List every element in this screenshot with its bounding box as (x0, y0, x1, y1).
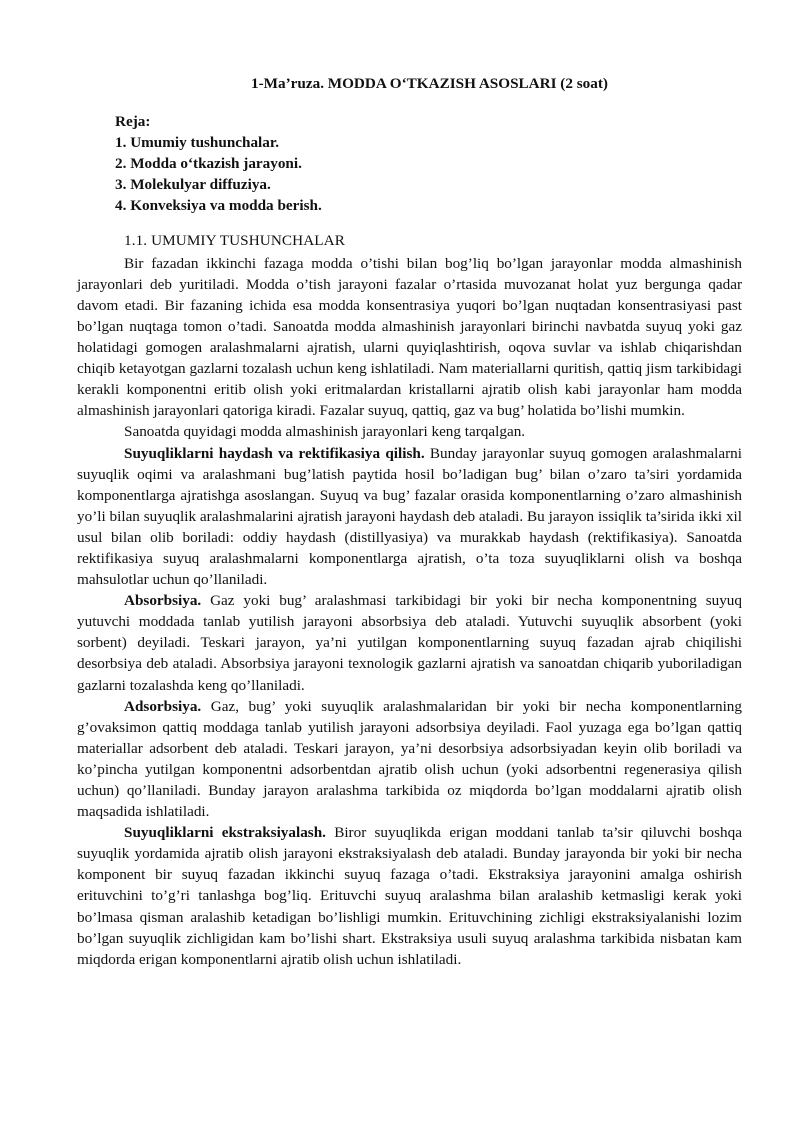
paragraph-term: Absorbsiya. (124, 592, 202, 610)
section-heading: 1.1. UMUMIY TUSHUNCHALAR (124, 231, 345, 249)
paragraph-text: Gaz, bug’ yoki suyuqlik aralashmalaridan bir yoki bir necha komponentlarning g’ovaksimon qattiq moddaga tanlab yutilish jarayoni adsorbsiya deyiladi. Faol yuzaga ega bo’lgan qattiq materiallar adsorbent deb ataladi. Teskari jarayon, ya’ni desorbsiya adsorbsiyadan keyin olib boriladi va ko’pincha yutilgan komponentni adsorbentdan ajratib olish uchun (yoki adsorbentni regenerasiya qilish uchun) qo’llaniladi. Bunday jarayon aralashma tarkibida oz miqdorda bo’lgan moddalarni ajratib olish maqsadida ishlatiladi. (77, 697, 742, 821)
plan-item: 4. Konveksiya va modda berish. (115, 197, 322, 215)
body-paragraph (77, 696, 742, 823)
body-paragraph (77, 443, 742, 591)
paragraph-text: Biror suyuqlikda erigan moddani tanlab ta’sir qiluvchi boshqa suyuqlik yordamida ajratib olish jarayoni ekstraksiyalash deb ataladi. Bunday jarayonda bir yoki bir necha komponent bir suyuq fazadan ikkinchi suyuq fazaga o’tadi. Ekstraksiya jarayonini amalga oshirish erituvchini to’g’ri tanlashga bog’liq. Erituvchi suyuq aralashma bilan aralashib ketmasligi kerak yoki bo’lmasa qisman aralashib ketadigan bo’lishligi mumkin. Erituvchining zichligi ekstraksiyalanishi lozim bo’lgan suyuqlik zichligidan kam bo’lishi shart. Ekstraksiya usuli suyuq aralashma tarkibida nisbatan kam miqdorda erigan komponentlarni ajratib olish uchun ishlatiladi. (77, 824, 742, 968)
lecture-plan (115, 111, 742, 216)
lecture-title: 1-Ma’ruza. MODDA O‘TKAZISH ASOSLARI (2 soat) (251, 75, 608, 92)
body-paragraph (77, 590, 742, 695)
paragraph-term: Suyuqliklarni ekstraksiyalash. (124, 824, 326, 842)
plan-heading: Reja: (115, 113, 151, 131)
plan-item: 2. Modda o‘tkazish jarayoni. (115, 155, 302, 173)
paragraph-term: Suyuqliklarni haydash va rektifikasiya qilish. (124, 444, 425, 462)
plan-item: 3. Molekulyar diffuziya. (115, 176, 271, 194)
plan-item: 1. Umumiy tushunchalar. (115, 134, 280, 152)
paragraph-text: Sanoatda quyidagi modda almashinish jarayonlari keng tarqalgan. (124, 423, 526, 441)
paragraph-term: Adsorbsiya. (124, 697, 202, 715)
paragraph-text: Bir fazadan ikkinchi fazaga modda o’tishi bilan bog’liq bo’lgan jarayonlar modda almashinish jarayonlari deb yuritiladi. Modda o’tish jarayoni fazalar o’rtasida muvozanat holat yuz bergunga qadar davom etadi. Bir fazaning ichida esa modda konsentrasiya yuqori bo’lgan nuqtadan konsentrasiyasi past bo’lgan nuqtaga tomon o’tadi. Sanoatda modda almashinish jarayonlari birinchi navbatda suyuq yoki gaz holatidagi gomogen aralashmalarni ajratish, ularni quyiqlashtirish, oqova suvlar va ishlab chiqarishdan chiqib ketayotgan gazlarni tozalash uchun keng ishlatiladi. Nam materiallarni quritish, qattiq jism tarkibidagi kerakli komponentni eritib olish yoki eritmalardan kristallarni ajratib olish kabi jarayonlar ham modda almashinish jarayonlari qatoriga kiradi. Fazalar suyuq, qattiq, gaz va bug’ holatida bo’lishi mumkin. (77, 254, 742, 420)
body-paragraph (77, 822, 742, 970)
paragraph-text: Gaz yoki bug’ aralashmasi tarkibidagi bir yoki bir necha komponentning suyuq yutuvchi moddada tanlab yutilish jarayoni absorbsiya deb ataladi. Yutuvchi suyuqlik absorbent (yoki sorbent) deyiladi. Teskari jarayon, ya’ni yutilgan komponentlarning suyuq fazadan ajrab chiqilishi desorbsiya deb ataladi. Absorbsiya jarayoni texnologik gazlarni ajratish va sanoatdan chiqarib yuboriladigan gazlarni tozalashda keng qo’llaniladi. (77, 592, 742, 694)
paragraph-text: Bunday jarayonlar suyuq gomogen aralashmalarni suyuqlik oqimi va aralashmani bug’latish paytida hosil bo’ladigan bug’ bilan o’zaro ta’siri yordamida komponentlarga ajratishga asoslangan. Suyuq va bug’ fazalar orasida komponentlarning o’zaro almashinish yo’li bilan suyuqlik aralashmalarini ajratish jarayoni haydash deb ataladi. Bu jarayon issiqlik ta’sirida ikki xil usul bilan olib boriladi: oddiy haydash (distillyasiya) va murakkab haydash (rektifikasiya). Sanoatda rektifikasiya suyuq aralashmalarni komponentlarga ajratish, o’ta toza suyuqliklarni olish va boshqa mahsulotlar uchun qo’llaniladi. (77, 444, 742, 589)
body-paragraph (77, 253, 742, 422)
body-paragraph (77, 421, 742, 442)
